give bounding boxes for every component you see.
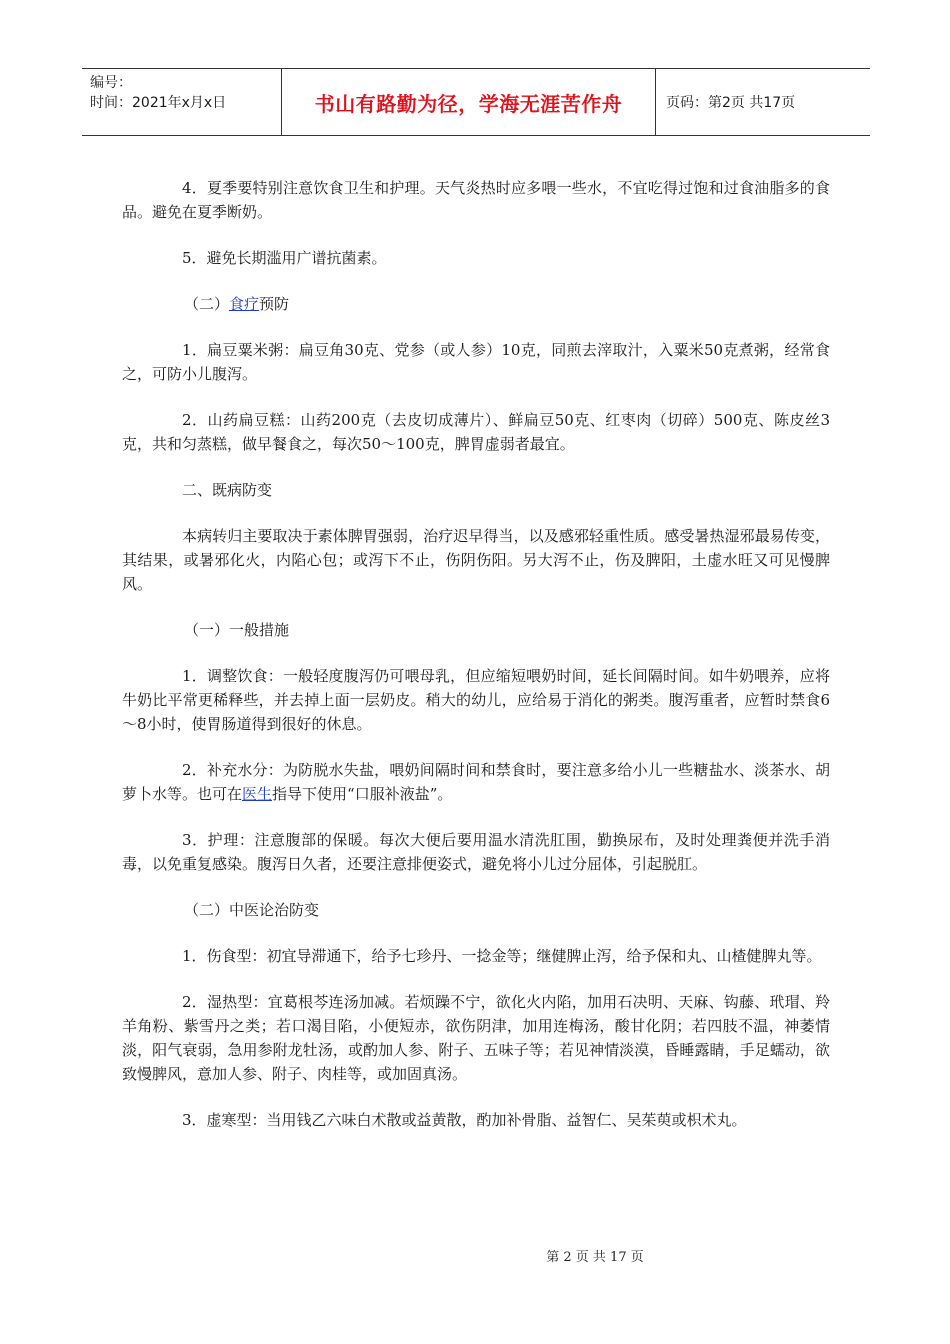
header-meta	[82, 69, 282, 135]
heading-prefix: （二）	[184, 295, 230, 313]
paragraph: 2．湿热型：宜葛根芩连汤加减。若烦躁不宁，欲化火内陷，加用石决明、天麻、钩藤、玳瑁、羚羊角粉、紫雪丹之类；若口渴目陷，小便短赤，欲伤阴津，加用连梅汤，酸甘化阴；若四肢不温，神萎情淡，阳气衰弱，急用参附龙牡汤，或酌加人参、附子、五味子等；若见神情淡漠，昏睡露睛，手足蠕动，欲致慢脾风，意加人参、附子、肉桂等，或加固真汤。	[122, 993, 830, 1083]
text-span: 指导下使用“口服补液盐”。	[272, 785, 453, 803]
doctor-link[interactable]: 医生	[242, 785, 273, 803]
paragraph: 2．山药扁豆糕：山药200克（去皮切成薄片）、鲜扁豆50克、红枣肉（切碎）500克、陈皮丝3克，共和匀蒸糕，做早餐食之，每次50～100克，脾胃虚弱者最宜。	[122, 411, 830, 453]
date-label: 时间：2021年x月x日	[90, 95, 227, 111]
paragraph	[122, 758, 830, 806]
header-page-info: 页码：第2页 共17页	[666, 95, 796, 111]
paragraph: 1．扁豆粟米粥：扁豆角30克、党参（或人参）10克，同煎去滓取汁，入粟米50克煮粥，经常食之，可防小儿腹泻。	[122, 341, 830, 383]
document-body	[122, 176, 830, 1154]
paragraph: 1．调整饮食：一般轻度腹泻仍可喂母乳，但应缩短喂奶时间，延长间隔时间。如牛奶喂养，应将牛奶比平常更稀释些，并去掉上面一层奶皮。稍大的幼儿，应给易于消化的粥类。腹泻重者，应暂时禁食6～8小时，使胃肠道得到很好的休息。	[122, 667, 830, 733]
paragraph: 3．虚寒型：当用钱乙六味白术散或益黄散，酌加补骨脂、益智仁、吴茱萸或枳术丸。	[182, 1111, 747, 1129]
number-label: 编号：	[90, 75, 132, 91]
section-heading: （一）一般措施	[184, 621, 290, 639]
paragraph: 3．护理：注意腹部的保暖。每次大便后要用温水清洗肛围，勤换尿布，及时处理粪便并洗手消毒，以免重复感染。腹泻日久者，还要注意排便姿式，避免将小儿过分屈体，引起脱肛。	[122, 831, 830, 873]
paragraph: 本病转归主要取决于素体脾胃强弱，治疗迟早得当，以及感邪轻重性质。感受暑热湿邪最易传变，其结果，或暑邪化火，内陷心包；或泻下不止，伤阴伤阳。另大泻不止，伤及脾阳，土虚水旺又可见慢脾风。	[122, 527, 830, 593]
section-heading: （二）中医论治防变	[184, 901, 320, 919]
section-heading: 二、既病防变	[182, 481, 273, 499]
header-motto: 书山有路勤为径，学海无涯苦作舟	[282, 69, 656, 135]
page-footer: 第 2 页 共 17 页	[546, 1250, 644, 1265]
text-span: 2．补充水分：为防脱水失盐，喂奶间隔时间和禁食时，要注意多给小儿一些糖盐水、淡茶水、胡萝卜水等。也可在	[122, 761, 830, 803]
paragraph: 4．夏季要特别注意饮食卫生和护理。天气炎热时应多喂一些水，不宜吃得过饱和过食油脂多的食品。避免在夏季断奶。	[122, 179, 830, 221]
section-heading	[122, 292, 830, 316]
diet-therapy-link[interactable]: 食疗	[229, 295, 260, 313]
paragraph: 5．避免长期滥用广谱抗菌素。	[182, 249, 387, 267]
heading-suffix: 预防	[259, 295, 290, 313]
page-header	[82, 68, 870, 136]
paragraph: 1．伤食型：初宜导滞通下，给予七珍丹、一捻金等；继健脾止泻，给予保和丸、山楂健脾丸等。	[182, 947, 822, 965]
